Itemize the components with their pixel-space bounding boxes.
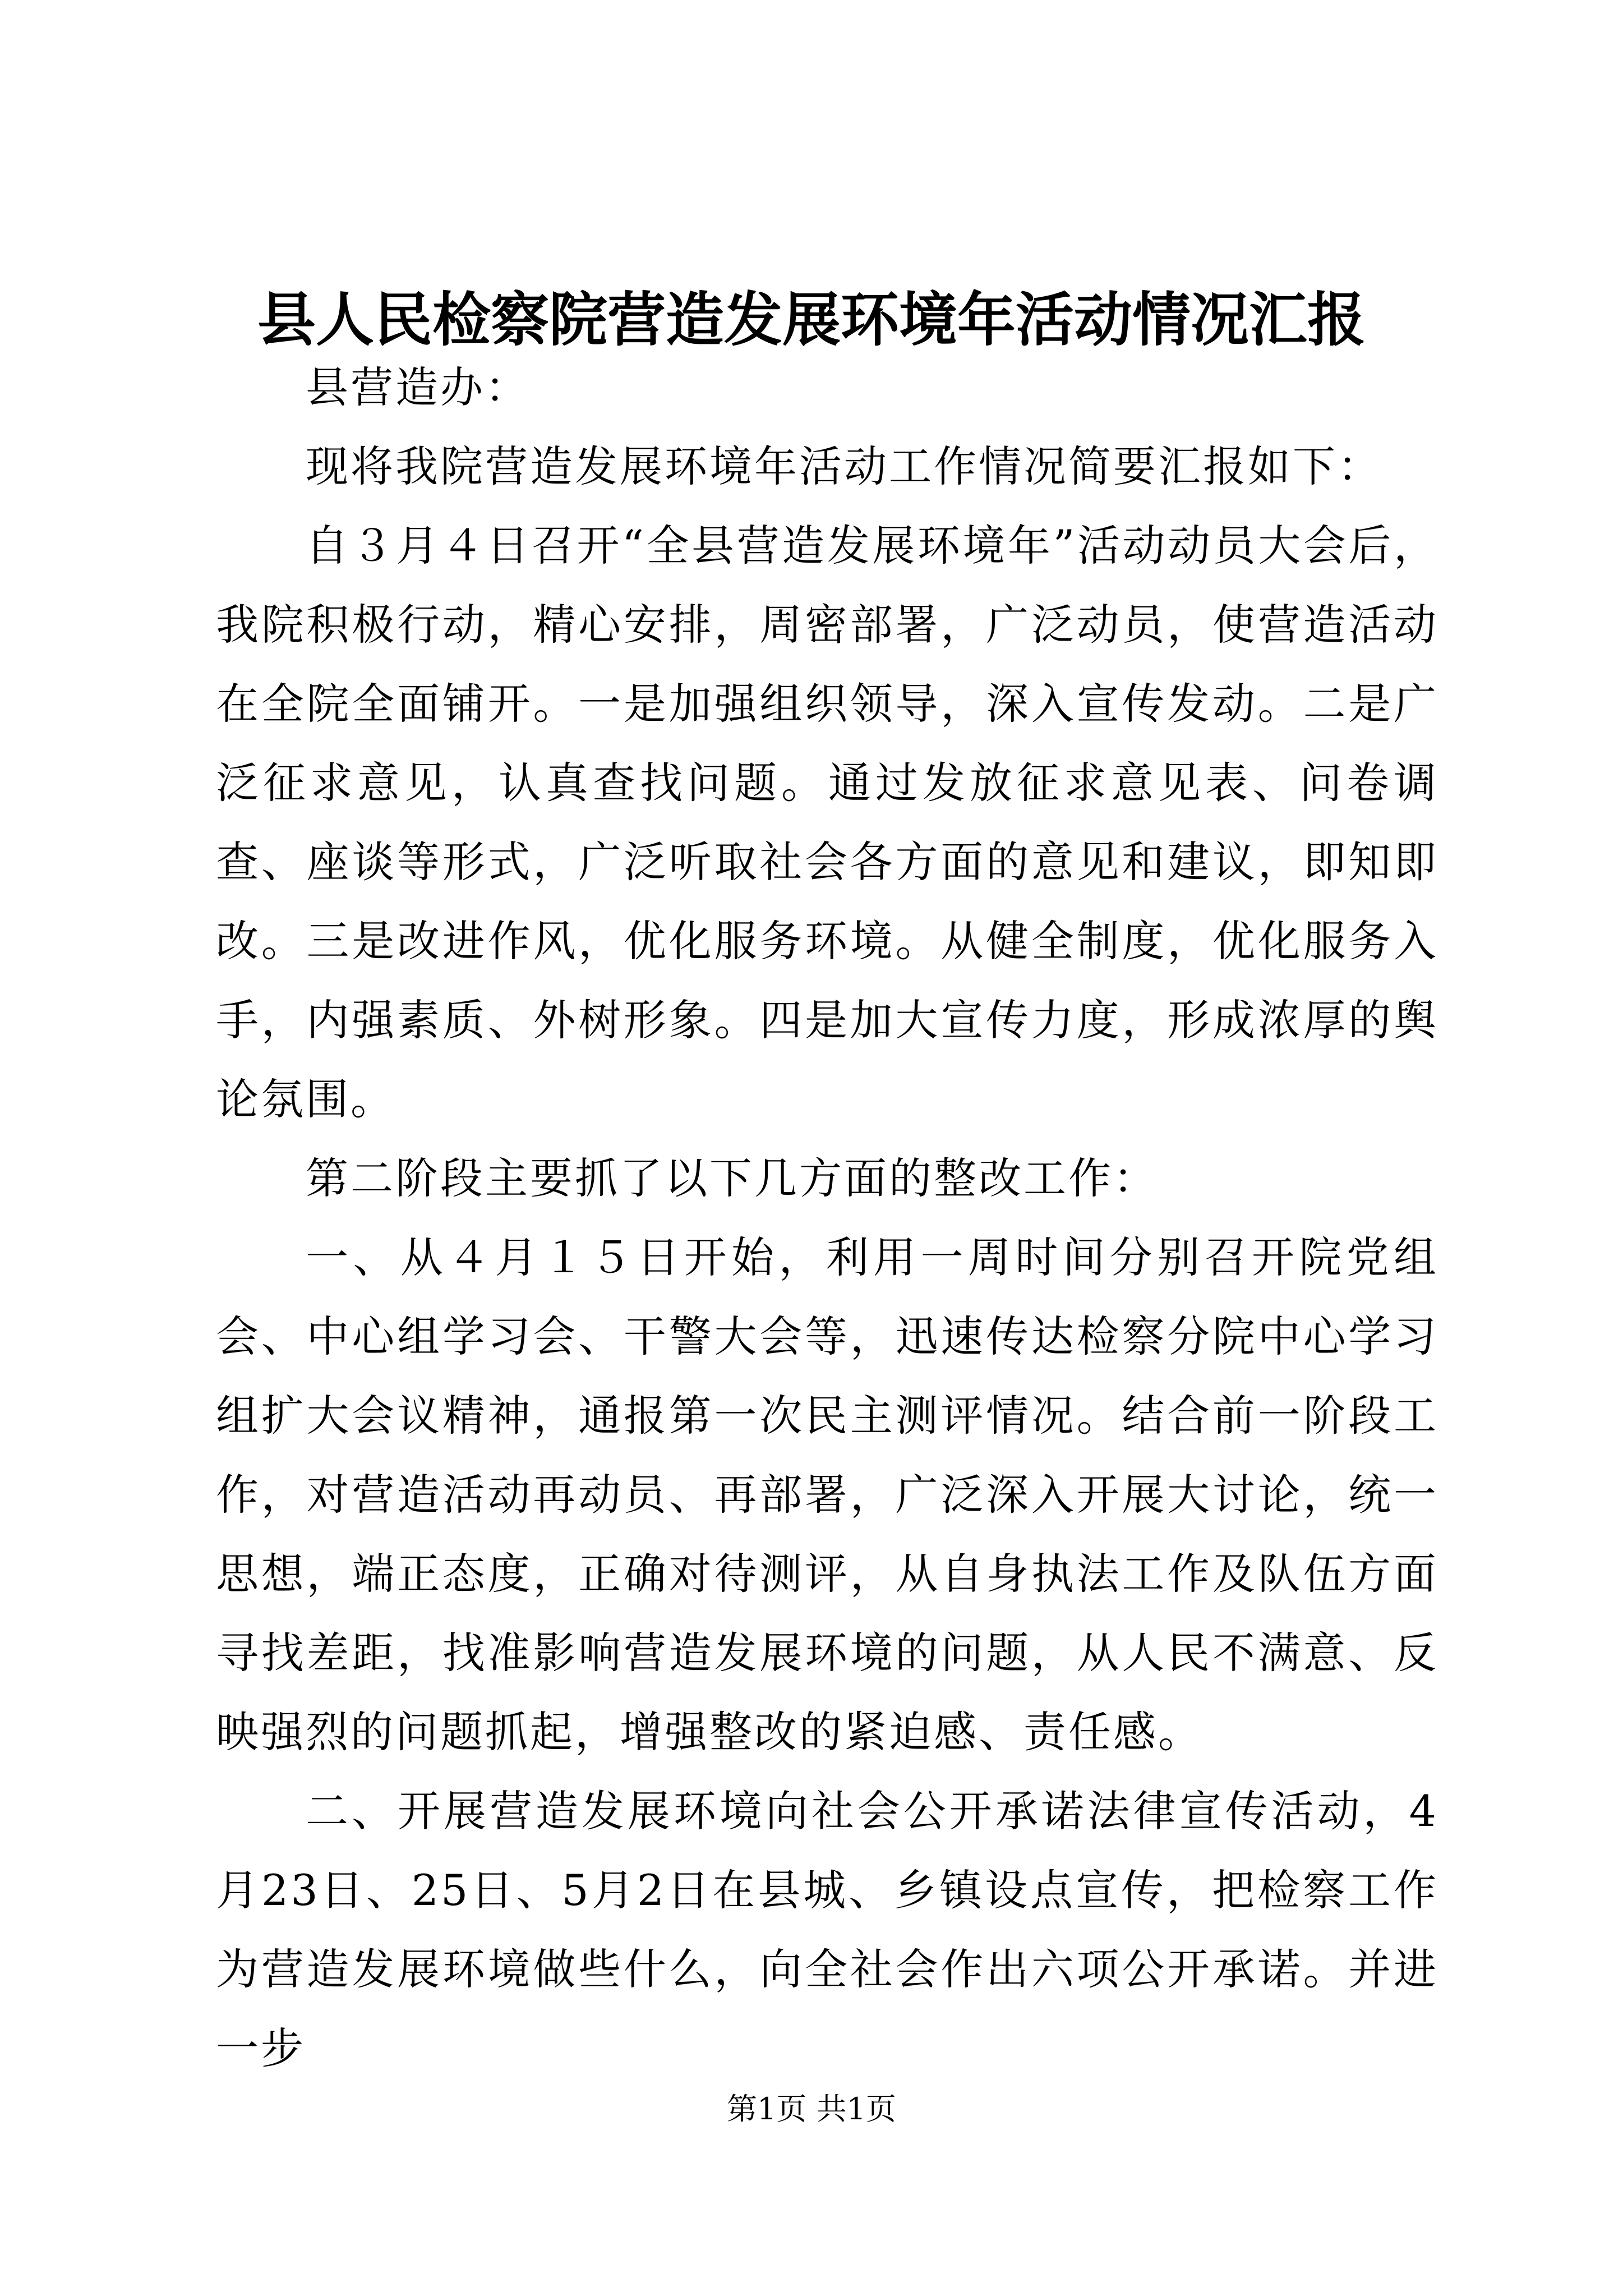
paragraph-second-phase-heading: 第二阶段主要抓了以下几方面的整改工作： <box>306 1153 1158 1203</box>
paragraph-item-two: 二、开展营造发展环境向社会公开承诺法律宣传活动，4月23日、25日、5月2日在县城、乡镇设点宣传，把检察工作为营造发展环境做些什么，向全社会作出六项公开承诺。并进一步 <box>216 1786 1438 2073</box>
document-title: 县人民检察院营造发展环境年活动情况汇报 <box>257 285 1366 354</box>
document-body <box>216 348 1438 2088</box>
paragraph-first-phase: 自３月４日召开“全县营造发展环境年”活动动员大会后，我院积极行动，精心安排，周密部署，广泛动员，使营造活动在全院全面铺开。一是加强组织领导，深入宣传发动。二是广泛征求意见，认真查找问题。通过发放征求意见表、问卷调查、座谈等形式，广泛听取社会各方面的意见和建议，即知即改。三是改进作风，优化服务环境。从健全制度，优化服务入手，内强素质、外树形象。四是加大宣传力度，形成浓厚的舆论氛围。 <box>216 521 1438 1124</box>
paragraph-intro: 现将我院营造发展环境年活动工作情况简要汇报如下： <box>306 441 1382 491</box>
page-footer: 第1页 共1页 <box>727 2091 896 2127</box>
paragraph-item-one: 一、从４月１５日开始，利用一周时间分别召开院党组会、中心组学习会、干警大会等，迅速传达检察分院中心学习组扩大会议精神，通报第一次民主测评情况。结合前一阶段工作，对营造活动再动员、再部署，广泛深入开展大讨论，统一思想，端正态度，正确对待测评，从自身执法工作及队伍方面寻找差距，找准影响营造发展环境的问题，从人民不满意、反映强烈的问题抓起，增强整改的紧迫感、责任感。 <box>216 1232 1438 1757</box>
salutation: 县营造办： <box>306 362 530 412</box>
